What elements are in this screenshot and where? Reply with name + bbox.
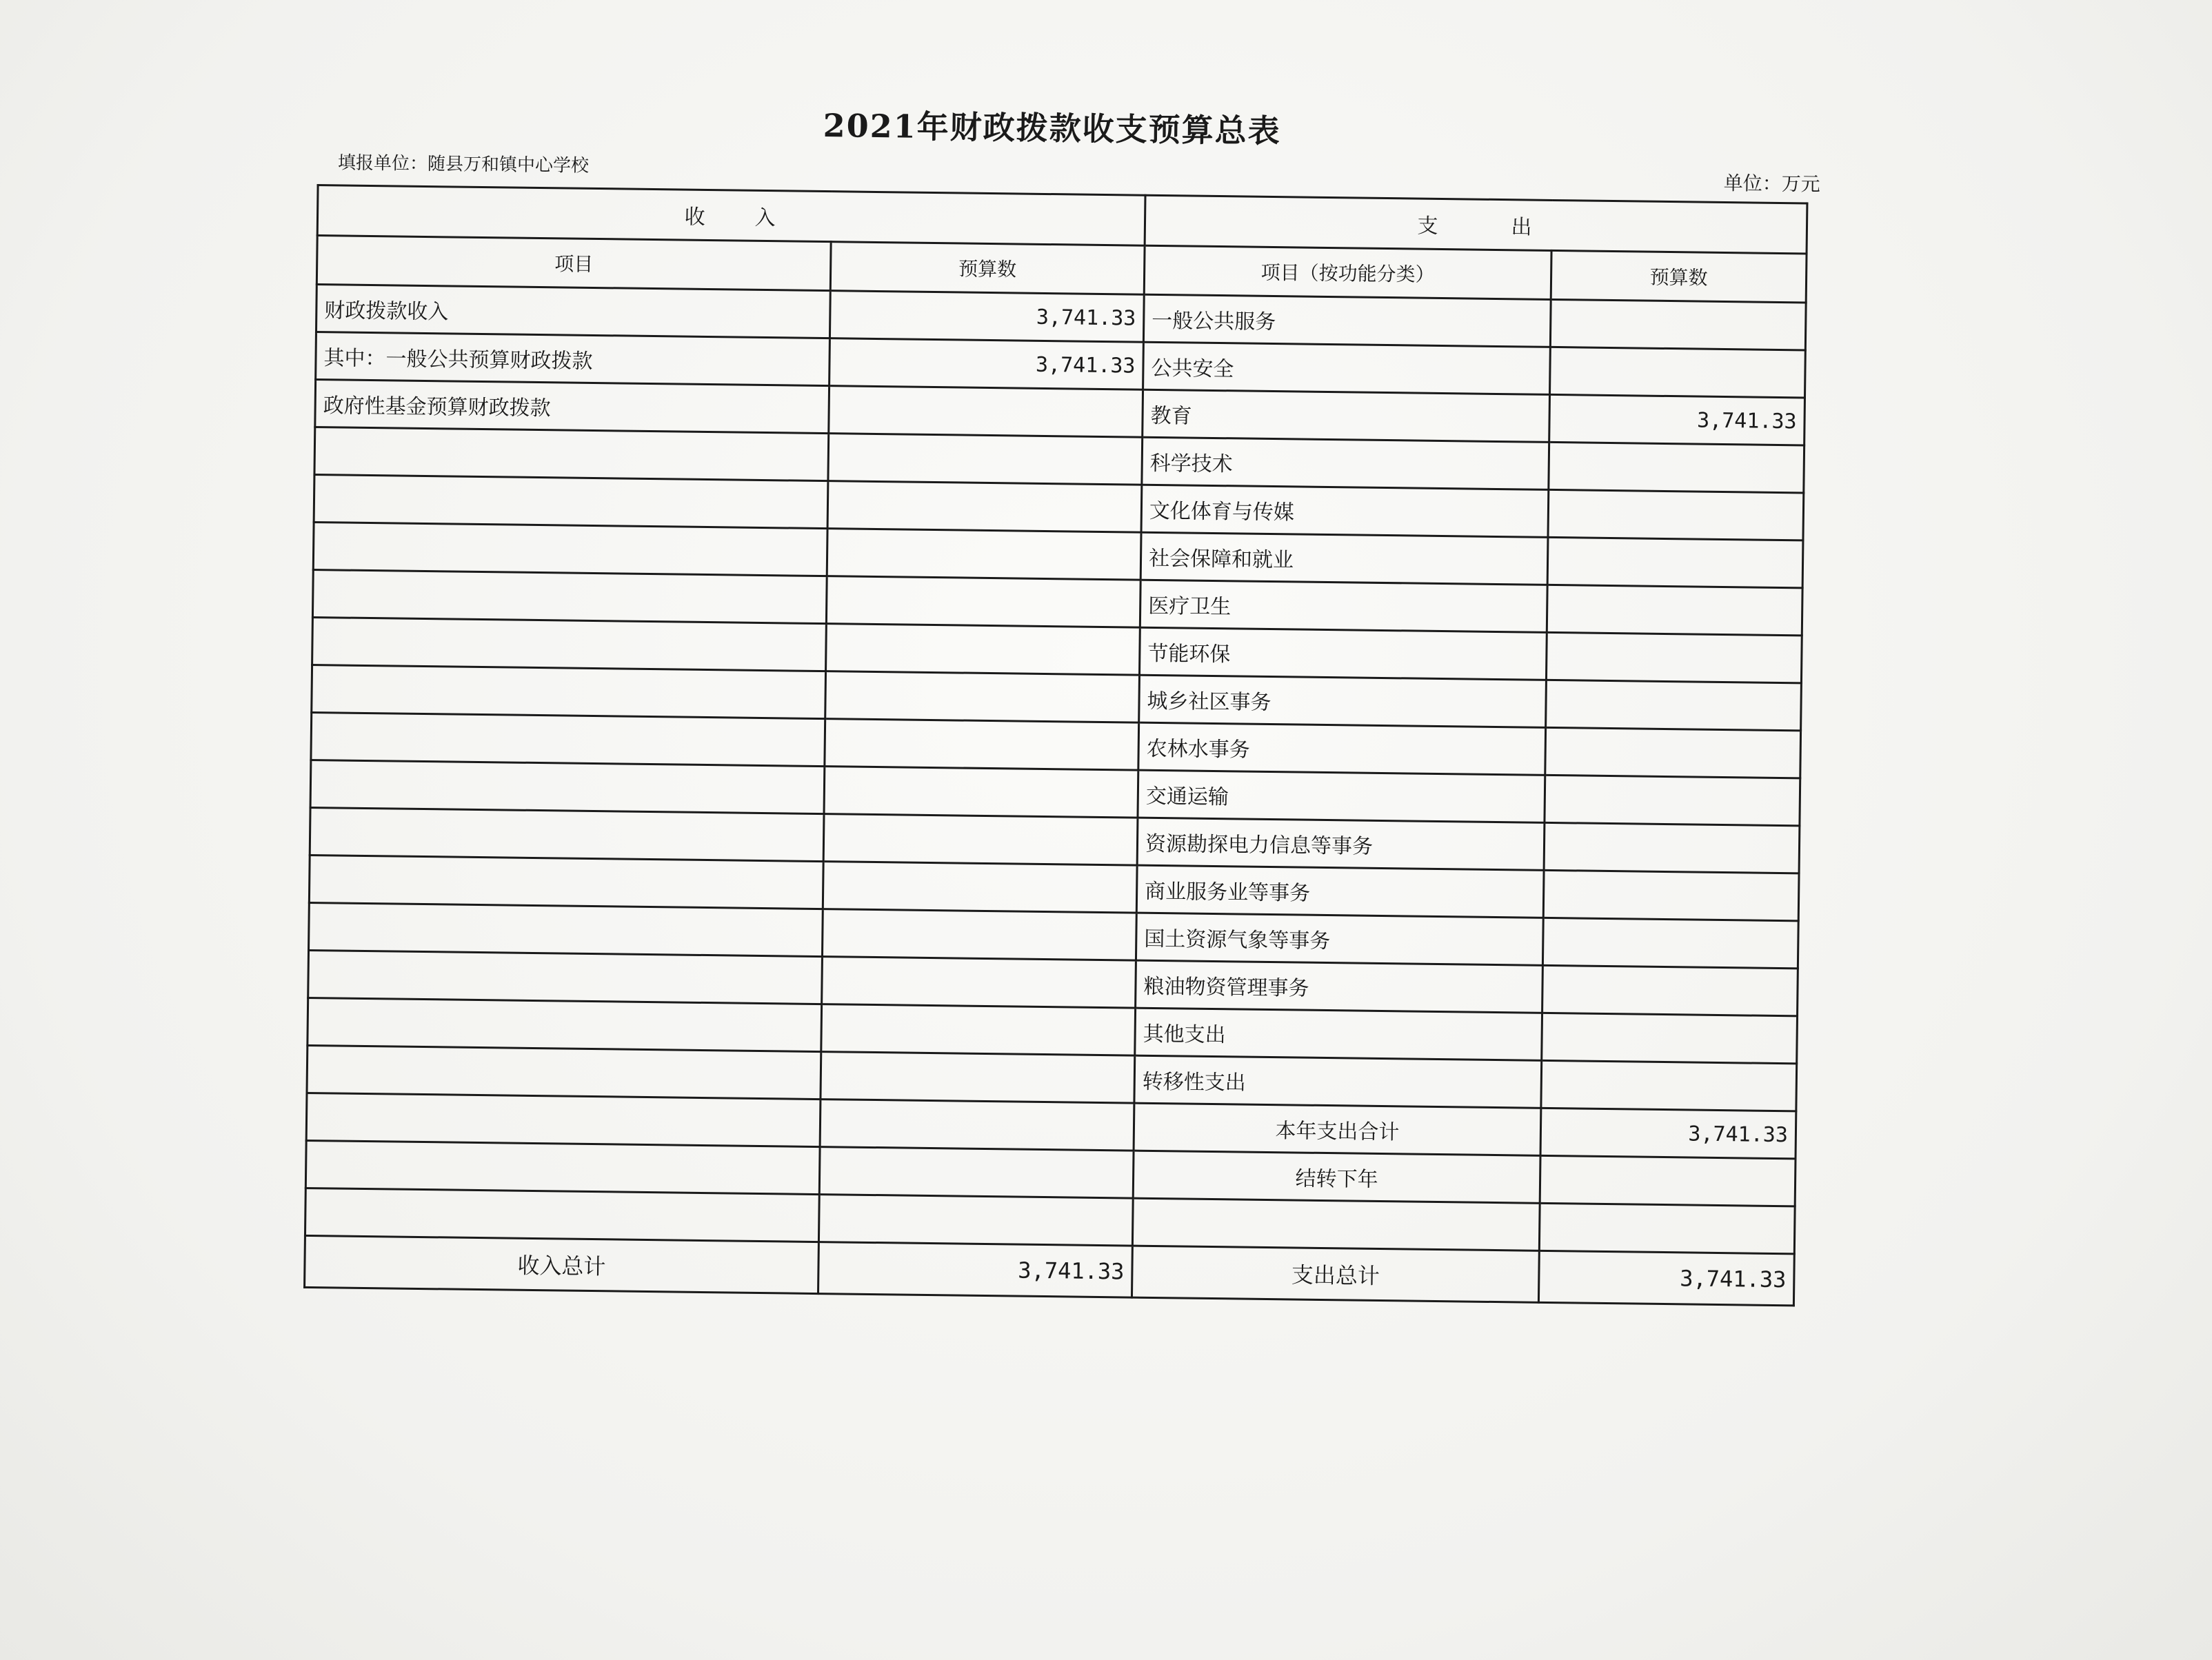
income-item-empty	[313, 523, 827, 576]
expense-value	[1545, 775, 1800, 826]
expense-value: 3,741.33	[1549, 394, 1805, 445]
income-item-empty	[309, 855, 823, 909]
currency-unit: 单位：万元	[1723, 171, 1820, 196]
budget-sheet	[254, 73, 1836, 1388]
expense-value	[1550, 299, 1806, 350]
expense-item: 农林水事务	[1138, 722, 1546, 775]
expense-value	[1550, 347, 1806, 398]
expense-item: 城乡社区事务	[1139, 675, 1547, 727]
expense-value	[1546, 680, 1802, 731]
income-item-empty	[312, 618, 827, 671]
income-item-header: 项目	[316, 236, 831, 291]
income-item-empty	[305, 1140, 820, 1194]
expense-value	[1543, 870, 1799, 921]
income-value-empty	[818, 1195, 1133, 1246]
expense-item: 转移性支出	[1134, 1055, 1542, 1108]
income-item-empty	[310, 807, 824, 861]
year-total-label: 本年支出合计	[1134, 1103, 1541, 1155]
expense-value	[1542, 918, 1798, 969]
income-value-empty	[821, 1004, 1136, 1056]
income-item-empty	[314, 427, 829, 481]
expense-value	[1549, 442, 1804, 493]
income-value-empty	[823, 814, 1138, 866]
income-item-empty	[307, 1045, 821, 1099]
income-item-empty	[305, 1188, 819, 1242]
expense-item: 节能环保	[1139, 627, 1547, 680]
income-value: 3,741.33	[830, 338, 1144, 390]
income-item: 财政拨款收入	[316, 285, 830, 338]
expense-item: 社会保障和就业	[1140, 532, 1548, 585]
income-value	[829, 386, 1143, 438]
page-title: 2021年财政拨款收支预算总表	[823, 107, 1281, 150]
income-value-empty	[825, 671, 1140, 723]
year-total-value: 3,741.33	[1540, 1108, 1796, 1159]
income-item-empty	[312, 665, 826, 719]
expense-item-empty	[1132, 1198, 1540, 1251]
expense-value	[1542, 1013, 1798, 1064]
expense-item: 资源勘探电力信息等事务	[1137, 818, 1545, 870]
income-value-empty	[822, 957, 1136, 1009]
income-value-empty	[826, 624, 1140, 676]
expense-item: 教育	[1143, 389, 1550, 442]
expense-item: 文化体育与传媒	[1141, 485, 1549, 537]
income-item-empty	[312, 570, 827, 624]
income-value-empty	[827, 529, 1141, 580]
expense-item: 粮油物资管理事务	[1136, 960, 1543, 1013]
expense-value	[1547, 585, 1802, 636]
filling-unit: 填报单位：随县万和镇中心学校	[337, 152, 590, 176]
income-value-empty	[823, 862, 1137, 913]
income-value-empty	[824, 767, 1138, 818]
income-value-empty	[822, 909, 1136, 961]
expense-value	[1541, 1060, 1797, 1111]
expense-item: 国土资源气象等事务	[1136, 913, 1543, 965]
income-item-empty	[311, 713, 825, 767]
expense-item: 交通运输	[1138, 770, 1545, 822]
carryover-value	[1540, 1155, 1796, 1206]
expense-value	[1548, 489, 1804, 540]
income-item-empty	[308, 998, 822, 1051]
income-total-value: 3,741.33	[818, 1242, 1132, 1298]
expense-budget-header: 预算数	[1551, 250, 1807, 303]
expense-item: 公共安全	[1143, 342, 1551, 394]
expense-value	[1547, 537, 1803, 588]
income-total-label: 收入总计	[305, 1235, 819, 1293]
income-value-empty	[820, 1100, 1134, 1151]
income-value-empty	[827, 481, 1142, 533]
expense-value	[1542, 965, 1798, 1016]
income-budget-header: 预算数	[830, 242, 1145, 295]
expense-section-header: 支 出	[1145, 195, 1807, 254]
expense-item: 科学技术	[1142, 437, 1549, 489]
income-item: 政府性基金预算财政拨款	[315, 380, 830, 434]
expense-total-value: 3,741.33	[1538, 1251, 1794, 1306]
expense-item: 一般公共服务	[1143, 294, 1551, 347]
income-item-empty	[314, 475, 828, 529]
carryover-label: 结转下年	[1133, 1151, 1540, 1203]
expense-value	[1546, 632, 1802, 683]
income-item: 其中：一般公共预算财政拨款	[316, 332, 830, 386]
expense-item: 其他支出	[1135, 1008, 1542, 1060]
income-value-empty	[819, 1147, 1134, 1199]
income-section-header: 收 入	[317, 185, 1145, 246]
income-item-empty	[306, 1093, 821, 1146]
income-item-empty	[309, 902, 823, 956]
budget-table	[303, 184, 1808, 1306]
income-item-empty	[308, 950, 823, 1004]
expense-value-empty	[1539, 1203, 1795, 1254]
income-value-empty	[826, 576, 1140, 628]
income-value-empty	[821, 1052, 1135, 1104]
expense-item: 医疗卫生	[1140, 580, 1547, 632]
expense-item-header: 项目（按功能分类）	[1144, 245, 1551, 299]
expense-total-label: 支出总计	[1132, 1246, 1539, 1302]
expense-item: 商业服务业等事务	[1136, 865, 1544, 918]
income-value: 3,741.33	[830, 291, 1144, 343]
income-value-empty	[825, 719, 1139, 771]
expense-value	[1545, 727, 1801, 778]
income-item-empty	[310, 760, 825, 814]
expense-value	[1544, 822, 1800, 873]
income-value-empty	[828, 434, 1143, 485]
